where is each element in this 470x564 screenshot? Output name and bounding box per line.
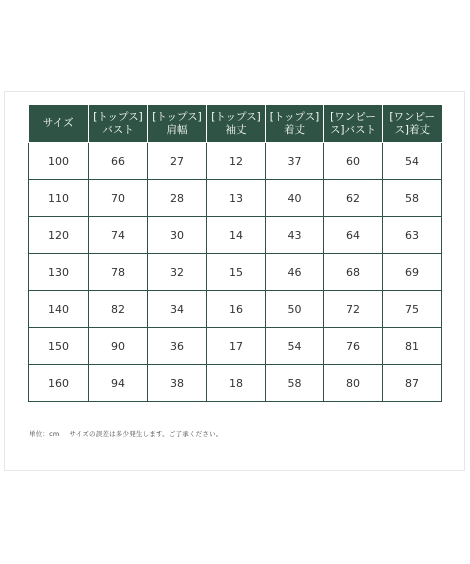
cell-tops-sleeve: 14 (207, 217, 266, 254)
unit-label: 単位： (29, 430, 50, 438)
table-row (29, 217, 442, 254)
unit-value: cm (49, 430, 60, 438)
cell-tops-sleeve: 18 (207, 365, 266, 402)
table-row (29, 143, 442, 180)
cell-size: 160 (29, 365, 89, 402)
cell-tops-length: 54 (266, 328, 324, 365)
cell-onepiece-length: 58 (383, 180, 442, 217)
cell-tops-bust: 74 (89, 217, 148, 254)
cell-tops-bust: 82 (89, 291, 148, 328)
size-disclaimer: サイズの誤差は多少発生します。ご了承ください。 (69, 430, 223, 438)
header-size: サイズ (29, 105, 89, 143)
cell-tops-sleeve: 13 (207, 180, 266, 217)
cell-size: 120 (29, 217, 89, 254)
table-row (29, 254, 442, 291)
cell-tops-length: 37 (266, 143, 324, 180)
cell-tops-bust: 94 (89, 365, 148, 402)
cell-tops-bust: 90 (89, 328, 148, 365)
cell-tops-shoulder: 32 (148, 254, 207, 291)
header-tops-shoulder: [トップス]肩幅 (148, 105, 207, 143)
cell-tops-shoulder: 38 (148, 365, 207, 402)
cell-tops-length: 58 (266, 365, 324, 402)
cell-onepiece-length: 54 (383, 143, 442, 180)
header-onepiece-bust: [ワンピース]バスト (324, 105, 383, 143)
cell-tops-sleeve: 17 (207, 328, 266, 365)
cell-onepiece-length: 81 (383, 328, 442, 365)
cell-tops-bust: 66 (89, 143, 148, 180)
header-onepiece-length: [ワンピース]着丈 (383, 105, 442, 143)
table-header-row (29, 105, 442, 143)
cell-tops-length: 43 (266, 217, 324, 254)
cell-onepiece-bust: 68 (324, 254, 383, 291)
cell-tops-sleeve: 12 (207, 143, 266, 180)
header-tops-sleeve: [トップス]袖丈 (207, 105, 266, 143)
cell-onepiece-length: 63 (383, 217, 442, 254)
cell-onepiece-bust: 80 (324, 365, 383, 402)
cell-size: 130 (29, 254, 89, 291)
header-tops-bust: [トップス]バスト (89, 105, 148, 143)
cell-size: 100 (29, 143, 89, 180)
cell-size: 150 (29, 328, 89, 365)
cell-onepiece-length: 87 (383, 365, 442, 402)
cell-onepiece-bust: 60 (324, 143, 383, 180)
cell-tops-shoulder: 34 (148, 291, 207, 328)
table-row (29, 328, 442, 365)
cell-onepiece-bust: 62 (324, 180, 383, 217)
table-row (29, 365, 442, 402)
cell-tops-length: 40 (266, 180, 324, 217)
cell-tops-length: 50 (266, 291, 324, 328)
cell-onepiece-bust: 72 (324, 291, 383, 328)
cell-onepiece-length: 69 (383, 254, 442, 291)
cell-tops-shoulder: 36 (148, 328, 207, 365)
cell-tops-sleeve: 15 (207, 254, 266, 291)
size-note (29, 429, 222, 438)
cell-tops-shoulder: 30 (148, 217, 207, 254)
cell-onepiece-bust: 64 (324, 217, 383, 254)
cell-size: 110 (29, 180, 89, 217)
table-row (29, 291, 442, 328)
table-row (29, 180, 442, 217)
cell-tops-bust: 70 (89, 180, 148, 217)
cell-tops-sleeve: 16 (207, 291, 266, 328)
cell-tops-shoulder: 28 (148, 180, 207, 217)
cell-size: 140 (29, 291, 89, 328)
cell-tops-length: 46 (266, 254, 324, 291)
cell-tops-shoulder: 27 (148, 143, 207, 180)
header-tops-length: [トップス]着丈 (266, 105, 324, 143)
size-table (28, 105, 442, 402)
cell-onepiece-bust: 76 (324, 328, 383, 365)
cell-onepiece-length: 75 (383, 291, 442, 328)
cell-tops-bust: 78 (89, 254, 148, 291)
